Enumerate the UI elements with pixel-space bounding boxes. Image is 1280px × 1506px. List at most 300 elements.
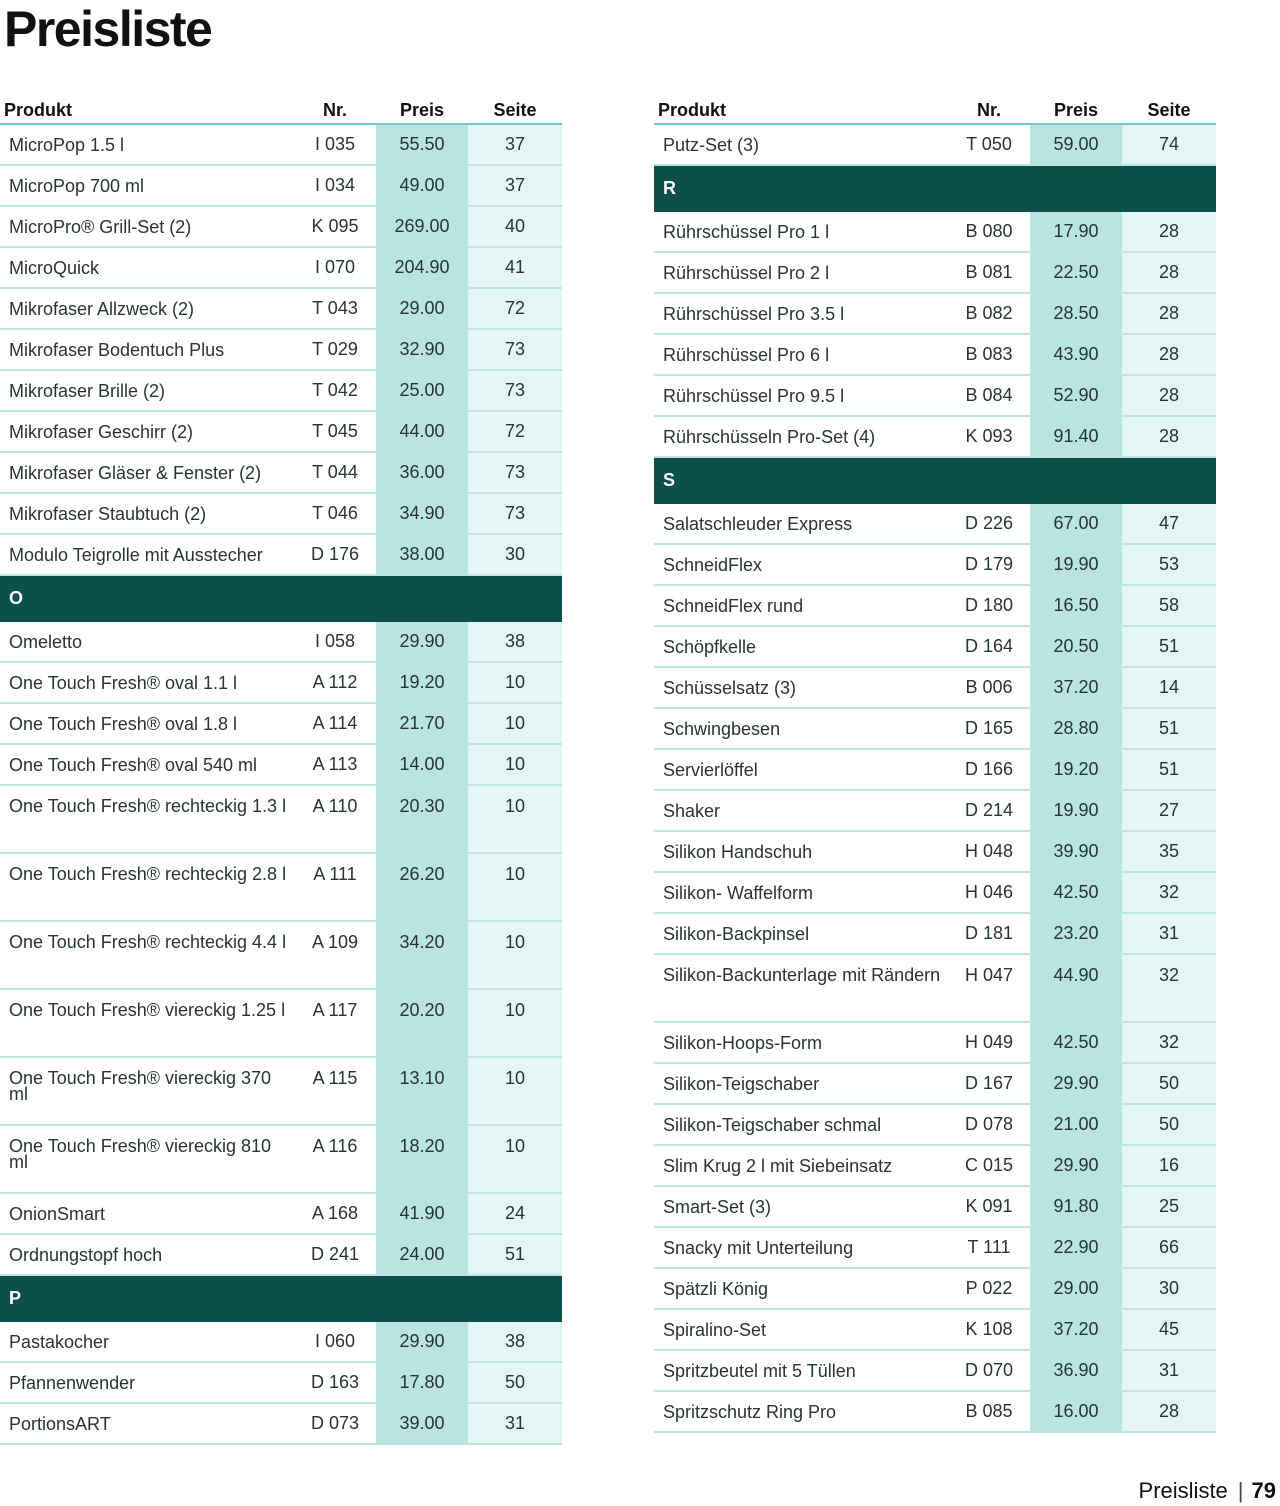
page-ref-cell: 30 <box>468 534 562 575</box>
price-cell: 269.00 <box>376 206 468 247</box>
table-row <box>654 1104 1216 1145</box>
article-number-cell: K 108 <box>948 1309 1030 1350</box>
article-number-cell: I 035 <box>294 124 376 165</box>
page-ref-cell: 51 <box>1122 626 1216 667</box>
product-name-cell: Silikon- Waffelform <box>654 872 948 913</box>
table-row <box>654 749 1216 790</box>
price-cell: 22.50 <box>1030 252 1122 293</box>
page-ref-cell: 10 <box>468 989 562 1057</box>
article-number-cell: I 070 <box>294 247 376 288</box>
article-number-cell: T 044 <box>294 452 376 493</box>
price-cell: 21.70 <box>376 703 468 744</box>
product-name-cell: Salatschleuder Express <box>654 503 948 544</box>
product-name-cell: Modulo Teigrolle mit Ausstecher <box>0 534 294 575</box>
product-name-cell: MicroPop 700 ml <box>0 165 294 206</box>
article-number-cell: B 081 <box>948 252 1030 293</box>
table-row <box>0 1321 562 1362</box>
price-cell: 44.00 <box>376 411 468 452</box>
page-ref-cell: 10 <box>468 1057 562 1125</box>
article-number-cell: A 109 <box>294 921 376 989</box>
page-ref-cell: 41 <box>468 247 562 288</box>
price-cell: 41.90 <box>376 1193 468 1234</box>
price-cell: 18.20 <box>376 1125 468 1193</box>
article-number-cell: D 070 <box>948 1350 1030 1391</box>
product-name-cell: One Touch Fresh® rechteckig 2.8 l <box>0 853 294 921</box>
article-number-cell: T 046 <box>294 493 376 534</box>
page-ref-cell: 10 <box>468 921 562 989</box>
article-number-cell: H 046 <box>948 872 1030 913</box>
product-name-cell: Silikon-Teigschaber schmal <box>654 1104 948 1145</box>
article-number-cell: A 114 <box>294 703 376 744</box>
article-number-cell: D 164 <box>948 626 1030 667</box>
product-name-cell: PortionsART <box>0 1403 294 1444</box>
article-number-cell: T 050 <box>948 124 1030 165</box>
footer-separator: | <box>1237 1478 1244 1503</box>
product-name-cell: Smart-Set (3) <box>654 1186 948 1227</box>
page-ref-cell: 27 <box>1122 790 1216 831</box>
page-ref-cell: 16 <box>1122 1145 1216 1186</box>
table-row <box>0 206 562 247</box>
page-ref-cell: 53 <box>1122 544 1216 585</box>
product-name-cell: Mikrofaser Gläser & Fenster (2) <box>0 452 294 493</box>
product-name-cell: Servierlöffel <box>654 749 948 790</box>
price-cell: 26.20 <box>376 853 468 921</box>
article-number-cell: A 115 <box>294 1057 376 1125</box>
page-ref-cell: 73 <box>468 493 562 534</box>
article-number-cell: B 080 <box>948 211 1030 252</box>
section-letter: S <box>654 457 1216 503</box>
column-header-product: Produkt <box>654 93 948 124</box>
page-number: 79 <box>1251 1478 1276 1503</box>
article-number-cell: B 084 <box>948 375 1030 416</box>
article-number-cell: B 082 <box>948 293 1030 334</box>
article-number-cell: D 166 <box>948 749 1030 790</box>
price-cell: 17.80 <box>376 1362 468 1403</box>
product-name-cell: Rührschüssel Pro 3.5 l <box>654 293 948 334</box>
price-cell: 21.00 <box>1030 1104 1122 1145</box>
article-number-cell: D 214 <box>948 790 1030 831</box>
price-cell: 91.80 <box>1030 1186 1122 1227</box>
price-cell: 25.00 <box>376 370 468 411</box>
page-ref-cell: 45 <box>1122 1309 1216 1350</box>
table-row <box>0 493 562 534</box>
page-ref-cell: 28 <box>1122 334 1216 375</box>
product-name-cell: Spritzschutz Ring Pro <box>654 1391 948 1432</box>
table-row <box>0 744 562 785</box>
product-name-cell: Rührschüssel Pro 1 l <box>654 211 948 252</box>
product-name-cell: Silikon-Hoops-Form <box>654 1022 948 1063</box>
table-row <box>0 452 562 493</box>
table-row <box>0 1403 562 1444</box>
article-number-cell: D 165 <box>948 708 1030 749</box>
page-ref-cell: 38 <box>468 1321 562 1362</box>
table-row <box>0 1125 562 1193</box>
table-row <box>654 954 1216 1022</box>
price-cell: 19.90 <box>1030 790 1122 831</box>
table-row <box>654 416 1216 457</box>
page-ref-cell: 73 <box>468 452 562 493</box>
article-number-cell: A 111 <box>294 853 376 921</box>
page-ref-cell: 50 <box>1122 1063 1216 1104</box>
table-row <box>654 211 1216 252</box>
price-table-right <box>654 93 1216 1433</box>
price-cell: 36.00 <box>376 452 468 493</box>
table-row <box>654 1268 1216 1309</box>
article-number-cell: T 042 <box>294 370 376 411</box>
column-header-page: Seite <box>1122 93 1216 124</box>
table-row <box>654 375 1216 416</box>
price-cell: 43.90 <box>1030 334 1122 375</box>
table-row <box>0 1193 562 1234</box>
page-ref-cell: 73 <box>468 370 562 411</box>
price-cell: 37.20 <box>1030 1309 1122 1350</box>
product-name-cell: Snacky mit Unterteilung <box>654 1227 948 1268</box>
article-number-cell: D 180 <box>948 585 1030 626</box>
table-row <box>654 708 1216 749</box>
price-cell: 29.90 <box>376 621 468 662</box>
product-name-cell: Spiralino-Set <box>654 1309 948 1350</box>
price-cell: 20.20 <box>376 989 468 1057</box>
table-row <box>654 913 1216 954</box>
page-ref-cell: 10 <box>468 744 562 785</box>
price-cell: 19.90 <box>1030 544 1122 585</box>
table-row <box>654 1186 1216 1227</box>
price-cell: 32.90 <box>376 329 468 370</box>
article-number-cell: H 047 <box>948 954 1030 1022</box>
article-number-cell: A 168 <box>294 1193 376 1234</box>
table-row <box>654 1145 1216 1186</box>
product-name-cell: Silikon Handschuh <box>654 831 948 872</box>
column-header-price: Preis <box>1030 93 1122 124</box>
table-row <box>0 662 562 703</box>
price-cell: 34.20 <box>376 921 468 989</box>
table-row <box>0 1362 562 1403</box>
price-cell: 29.90 <box>1030 1063 1122 1104</box>
table-body-left <box>0 124 562 1444</box>
product-name-cell: Rührschüssel Pro 2 l <box>654 252 948 293</box>
product-name-cell: Mikrofaser Brille (2) <box>0 370 294 411</box>
section-header-row <box>654 165 1216 211</box>
article-number-cell: H 049 <box>948 1022 1030 1063</box>
product-name-cell: Mikrofaser Bodentuch Plus <box>0 329 294 370</box>
table-row <box>654 667 1216 708</box>
page-ref-cell: 40 <box>468 206 562 247</box>
article-number-cell: B 006 <box>948 667 1030 708</box>
article-number-cell: D 179 <box>948 544 1030 585</box>
table-row <box>0 853 562 921</box>
article-number-cell: D 241 <box>294 1234 376 1275</box>
price-cell: 204.90 <box>376 247 468 288</box>
table-row <box>0 989 562 1057</box>
table-row <box>0 921 562 989</box>
page-ref-cell: 28 <box>1122 211 1216 252</box>
table-row <box>0 247 562 288</box>
product-name-cell: Ordnungstopf hoch <box>0 1234 294 1275</box>
article-number-cell: P 022 <box>948 1268 1030 1309</box>
page-footer <box>1139 1478 1276 1504</box>
price-cell: 59.00 <box>1030 124 1122 165</box>
table-row <box>654 1309 1216 1350</box>
article-number-cell: A 110 <box>294 785 376 853</box>
price-cell: 28.50 <box>1030 293 1122 334</box>
price-cell: 34.90 <box>376 493 468 534</box>
price-cell: 39.90 <box>1030 831 1122 872</box>
table-row <box>654 831 1216 872</box>
table-row <box>654 293 1216 334</box>
table-row <box>654 1063 1216 1104</box>
price-cell: 52.90 <box>1030 375 1122 416</box>
section-letter: R <box>654 165 1216 211</box>
product-name-cell: Pfannenwender <box>0 1362 294 1403</box>
article-number-cell: T 111 <box>948 1227 1030 1268</box>
product-name-cell: One Touch Fresh® oval 1.8 l <box>0 703 294 744</box>
product-name-cell: Rührschüssel Pro 9.5 l <box>654 375 948 416</box>
page-ref-cell: 10 <box>468 785 562 853</box>
article-number-cell: I 034 <box>294 165 376 206</box>
product-name-cell: Shaker <box>654 790 948 831</box>
footer-label: Preisliste <box>1138 1478 1228 1503</box>
price-cell: 20.50 <box>1030 626 1122 667</box>
page-ref-cell: 35 <box>1122 831 1216 872</box>
product-name-cell: Mikrofaser Staubtuch (2) <box>0 493 294 534</box>
product-name-cell: Silikon-Teigschaber <box>654 1063 948 1104</box>
page-ref-cell: 47 <box>1122 503 1216 544</box>
page-ref-cell: 50 <box>1122 1104 1216 1145</box>
article-number-cell: A 112 <box>294 662 376 703</box>
product-name-cell: Rührschüssel Pro 6 l <box>654 334 948 375</box>
product-name-cell: SchneidFlex rund <box>654 585 948 626</box>
table-row <box>0 703 562 744</box>
page-ref-cell: 28 <box>1122 375 1216 416</box>
price-cell: 55.50 <box>376 124 468 165</box>
page-ref-cell: 72 <box>468 411 562 452</box>
article-number-cell: A 113 <box>294 744 376 785</box>
column-header-nr: Nr. <box>294 93 376 124</box>
page-ref-cell: 31 <box>1122 1350 1216 1391</box>
price-cell: 29.90 <box>376 1321 468 1362</box>
page-ref-cell: 66 <box>1122 1227 1216 1268</box>
price-cell: 49.00 <box>376 165 468 206</box>
price-cell: 29.90 <box>1030 1145 1122 1186</box>
price-cell: 19.20 <box>1030 749 1122 790</box>
table-row <box>0 411 562 452</box>
price-cell: 67.00 <box>1030 503 1122 544</box>
price-cell: 42.50 <box>1030 1022 1122 1063</box>
article-number-cell: T 029 <box>294 329 376 370</box>
page-ref-cell: 74 <box>1122 124 1216 165</box>
page-ref-cell: 51 <box>468 1234 562 1275</box>
page-ref-cell: 10 <box>468 853 562 921</box>
table-row <box>654 503 1216 544</box>
product-name-cell: Pastakocher <box>0 1321 294 1362</box>
page-ref-cell: 24 <box>468 1193 562 1234</box>
product-name-cell: Schwingbesen <box>654 708 948 749</box>
price-cell: 23.20 <box>1030 913 1122 954</box>
page-ref-cell: 72 <box>468 288 562 329</box>
page-ref-cell: 30 <box>1122 1268 1216 1309</box>
product-name-cell: MicroQuick <box>0 247 294 288</box>
section-header-row <box>0 1275 562 1321</box>
page-ref-cell: 73 <box>468 329 562 370</box>
page-ref-cell: 58 <box>1122 585 1216 626</box>
price-cell: 20.30 <box>376 785 468 853</box>
article-number-cell: B 085 <box>948 1391 1030 1432</box>
table-row <box>654 585 1216 626</box>
table-header-row <box>654 93 1216 124</box>
page-title: Preisliste <box>4 1 212 57</box>
product-name-cell: One Touch Fresh® viereckig 370 ml <box>0 1057 294 1125</box>
table-row <box>654 544 1216 585</box>
product-name-cell: Silikon-Backunterlage mit Rändern <box>654 954 948 1022</box>
section-header-row <box>0 575 562 621</box>
product-name-cell: One Touch Fresh® rechteckig 1.3 l <box>0 785 294 853</box>
table-row <box>654 1391 1216 1432</box>
column-header-page: Seite <box>468 93 562 124</box>
price-cell: 29.00 <box>376 288 468 329</box>
article-number-cell: H 048 <box>948 831 1030 872</box>
price-cell: 42.50 <box>1030 872 1122 913</box>
price-cell: 91.40 <box>1030 416 1122 457</box>
article-number-cell: D 073 <box>294 1403 376 1444</box>
product-name-cell: One Touch Fresh® oval 540 ml <box>0 744 294 785</box>
product-name-cell: Spritzbeutel mit 5 Tüllen <box>654 1350 948 1391</box>
article-number-cell: K 091 <box>948 1186 1030 1227</box>
product-name-cell: Spätzli König <box>654 1268 948 1309</box>
table-row <box>0 165 562 206</box>
article-number-cell: T 045 <box>294 411 376 452</box>
product-name-cell: Rührschüsseln Pro-Set (4) <box>654 416 948 457</box>
price-cell: 44.90 <box>1030 954 1122 1022</box>
page-ref-cell: 25 <box>1122 1186 1216 1227</box>
article-number-cell: T 043 <box>294 288 376 329</box>
product-name-cell: Schüsselsatz (3) <box>654 667 948 708</box>
table-row <box>654 124 1216 165</box>
article-number-cell: I 060 <box>294 1321 376 1362</box>
page-ref-cell: 51 <box>1122 708 1216 749</box>
page-ref-cell: 10 <box>468 703 562 744</box>
table-row <box>0 329 562 370</box>
price-cell: 22.90 <box>1030 1227 1122 1268</box>
page-ref-cell: 32 <box>1122 1022 1216 1063</box>
article-number-cell: D 078 <box>948 1104 1030 1145</box>
article-number-cell: A 116 <box>294 1125 376 1193</box>
price-cell: 36.90 <box>1030 1350 1122 1391</box>
price-cell: 19.20 <box>376 662 468 703</box>
product-name-cell: Omeletto <box>0 621 294 662</box>
table-row <box>0 534 562 575</box>
table-row <box>0 124 562 165</box>
table-row <box>654 1350 1216 1391</box>
table-row <box>0 1057 562 1125</box>
price-cell: 13.10 <box>376 1057 468 1125</box>
page-ref-cell: 28 <box>1122 252 1216 293</box>
article-number-cell: B 083 <box>948 334 1030 375</box>
page-ref-cell: 32 <box>1122 872 1216 913</box>
section-header-row <box>654 457 1216 503</box>
table-row <box>654 252 1216 293</box>
table-row <box>654 334 1216 375</box>
product-name-cell: Slim Krug 2 l mit Siebeinsatz <box>654 1145 948 1186</box>
page-ref-cell: 51 <box>1122 749 1216 790</box>
page-ref-cell: 14 <box>1122 667 1216 708</box>
product-name-cell: One Touch Fresh® rechteckig 4.4 l <box>0 921 294 989</box>
article-number-cell: D 226 <box>948 503 1030 544</box>
page-ref-cell: 28 <box>1122 293 1216 334</box>
product-name-cell: Schöpfkelle <box>654 626 948 667</box>
product-name-cell: One Touch Fresh® viereckig 810 ml <box>0 1125 294 1193</box>
page-ref-cell: 10 <box>468 1125 562 1193</box>
price-cell: 17.90 <box>1030 211 1122 252</box>
article-number-cell: D 176 <box>294 534 376 575</box>
price-cell: 38.00 <box>376 534 468 575</box>
price-cell: 14.00 <box>376 744 468 785</box>
page-ref-cell: 31 <box>468 1403 562 1444</box>
table-row <box>654 1022 1216 1063</box>
table-row <box>654 626 1216 667</box>
table-row <box>0 785 562 853</box>
table-row <box>0 288 562 329</box>
page-ref-cell: 37 <box>468 124 562 165</box>
product-name-cell: OnionSmart <box>0 1193 294 1234</box>
column-header-nr: Nr. <box>948 93 1030 124</box>
price-cell: 37.20 <box>1030 667 1122 708</box>
price-table-left <box>0 93 562 1445</box>
article-number-cell: A 117 <box>294 989 376 1057</box>
article-number-cell: D 181 <box>948 913 1030 954</box>
price-cell: 28.80 <box>1030 708 1122 749</box>
column-header-price: Preis <box>376 93 468 124</box>
article-number-cell: C 015 <box>948 1145 1030 1186</box>
price-cell: 24.00 <box>376 1234 468 1275</box>
table-row <box>0 370 562 411</box>
product-name-cell: Silikon-Backpinsel <box>654 913 948 954</box>
product-name-cell: One Touch Fresh® viereckig 1.25 l <box>0 989 294 1057</box>
product-name-cell: Mikrofaser Allzweck (2) <box>0 288 294 329</box>
product-name-cell: Putz-Set (3) <box>654 124 948 165</box>
table-row <box>654 872 1216 913</box>
table-header-row <box>0 93 562 124</box>
price-cell: 16.50 <box>1030 585 1122 626</box>
table-body-right <box>654 124 1216 1432</box>
product-name-cell: One Touch Fresh® oval 1.1 l <box>0 662 294 703</box>
article-number-cell: K 095 <box>294 206 376 247</box>
page-ref-cell: 28 <box>1122 416 1216 457</box>
page-ref-cell: 50 <box>468 1362 562 1403</box>
product-name-cell: Mikrofaser Geschirr (2) <box>0 411 294 452</box>
page-ref-cell: 37 <box>468 165 562 206</box>
price-cell: 16.00 <box>1030 1391 1122 1432</box>
table-row <box>654 790 1216 831</box>
article-number-cell: D 163 <box>294 1362 376 1403</box>
article-number-cell: I 058 <box>294 621 376 662</box>
table-row <box>0 1234 562 1275</box>
product-name-cell: MicroPop 1.5 l <box>0 124 294 165</box>
table-row <box>0 621 562 662</box>
page-ref-cell: 38 <box>468 621 562 662</box>
product-name-cell: MicroPro® Grill-Set (2) <box>0 206 294 247</box>
section-letter: O <box>0 575 562 621</box>
column-header-product: Produkt <box>0 93 294 124</box>
article-number-cell: K 093 <box>948 416 1030 457</box>
page-ref-cell: 31 <box>1122 913 1216 954</box>
product-name-cell: SchneidFlex <box>654 544 948 585</box>
table-row <box>654 1227 1216 1268</box>
price-cell: 39.00 <box>376 1403 468 1444</box>
price-cell: 29.00 <box>1030 1268 1122 1309</box>
page-ref-cell: 28 <box>1122 1391 1216 1432</box>
page-ref-cell: 10 <box>468 662 562 703</box>
article-number-cell: D 167 <box>948 1063 1030 1104</box>
